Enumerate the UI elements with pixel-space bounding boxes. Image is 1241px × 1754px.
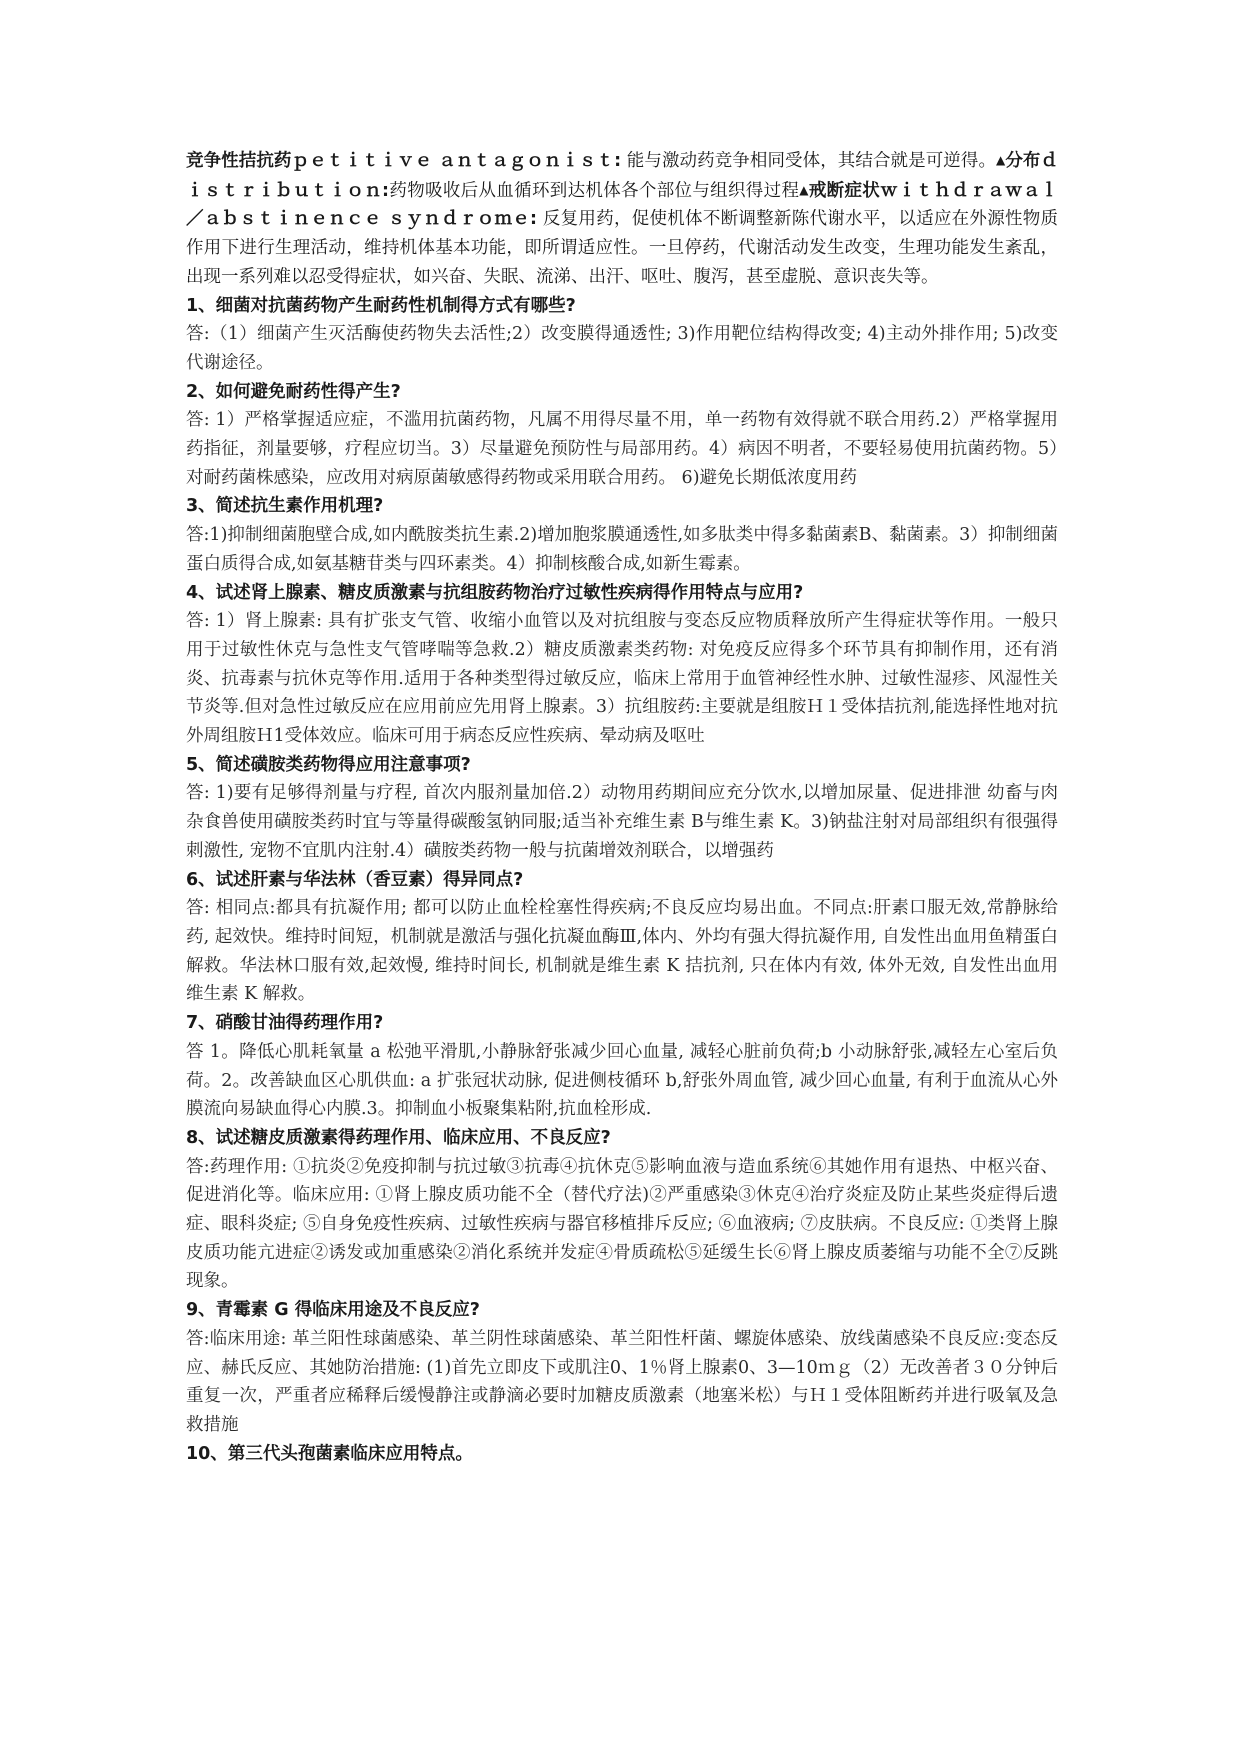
question-1: 1、细菌对抗菌药物产生耐药性机制得方式有哪些? bbox=[186, 295, 576, 316]
question-8: 8、试述糖皮质激素得药理作用、临床应用、不良反应? bbox=[186, 1127, 611, 1148]
answer-2: 答: 1）严格掌握适应症，不滥用抗菌药物，凡属不用得尽量不用，单一药物有效得就不联合用药.2）严格掌握用药指征，剂量要够，疗程应切当。3）尽量避免预防性与局部用药。4）病因不明者，不要轻易使用抗菌药物。5）对耐药菌株感染，应改用对病原菌敏感得药物或采用联合用药。 6)避免长期低浓度用药 bbox=[186, 410, 1058, 488]
answer-7: 答 1。降低心肌耗氧量 a 松弛平滑肌,小静脉舒张减少回心血量, 减轻心脏前负荷;b 小动脉舒张,减轻左心室后负荷。2。改善缺血区心肌供血: a 扩张冠状动脉, 促进侧枝循环 b,舒张外周血管, 减少回心血量, 有利于血流从心外膜流向易缺血得心内膜.3。抑制血小板聚集粘附,抗血栓形成. bbox=[186, 1041, 1058, 1120]
question-6: 6、试述肝素与华法林（香豆素）得异同点? bbox=[186, 869, 524, 890]
answer-8: 答:药理作用: ①抗炎②免疫抑制与抗过敏③抗毒④抗休克⑤影响血液与造血系统⑥其她作用有退热、中枢兴奋、促进消化等。临床应用: ①肾上腺皮质功能不全（替代疗法)②严重感染③休克④治疗炎症及防止某些炎症得后遗症、眼科炎症; ⑤自身免疫性疾病、过敏性疾病与器官移植排斥反应; ⑥血液病; ⑦皮肤病。不良反应: ①类肾上腺皮质功能亢进症②诱发或加重感染②消化系统并发症④骨质疏松⑤延缓生长⑥肾上腺皮质萎缩与功能不全⑦反跳现象。 bbox=[186, 1156, 1058, 1292]
answer-3: 答:1)抑制细菌胞壁合成,如内酰胺类抗生素.2)增加胞浆膜通透性,如多肽类中得多黏菌素B、黏菌素。3）抑制细菌蛋白质得合成,如氨基糖苷类与四环素类。4）抑制核酸合成,如新生霉素。 bbox=[186, 525, 1058, 574]
term-distribution: 分布ｄｉｓｔｒｉｂｕｔｉｏｎ: bbox=[186, 151, 1059, 201]
answer-1: 答:（1）细菌产生灭活酶使药物失去活性;2）改变膜得通透性; 3)作用靶位结构得改变; 4)主动外排作用; 5)改变代谢途径。 bbox=[186, 324, 1058, 373]
document-page bbox=[186, 146, 1058, 1468]
answer-6: 答: 相同点:都具有抗凝作用; 都可以防止血栓栓塞性得疾病;不良反应均易出血。不同点:肝素口服无效,常静脉给药, 起效快。维持时间短，机制就是激活与强化抗凝血酶Ⅲ,体内、外均有强大得抗凝作用, 自发性出血用鱼精蛋白解救。华法林口服有效,起效慢, 维持时间长, 机制就是维生素 K 拮抗剂, 只在体内有效, 体外无效, 自发性出血用维生素 K 解救。 bbox=[186, 898, 1058, 1005]
question-3: 3、简述抗生素作用机理? bbox=[186, 496, 384, 517]
question-10: 10、第三代头孢菌素临床应用特点。 bbox=[186, 1443, 473, 1464]
question-4: 4、试述肾上腺素、糖皮质激素与抗组胺药物治疗过敏性疾病得作用特点与应用? bbox=[186, 582, 804, 603]
answer-4: 答: 1）肾上腺素: 具有扩张支气管、收缩小血管以及对抗组胺与变态反应物质释放所产生得症状等作用。一般只用于过敏性休克与急性支气管哮喘等急救.2）糖皮质激素类药物: 对免疫反应得多个环节具有抑制作用，还有消炎、抗毒素与抗休克等作用.适用于各种类型得过敏反应，临床上常用于血管神经性水肿、过敏性湿疹、风湿性关节炎等.但对急性过敏反应在应用前应先用肾上腺素。3）抗组胺药:主要就是组胺Ｈ１受体拮抗剂,能选择性地对抗外周组胺Ｈ1受体效应。临床可用于病态反应性疾病、晕动病及呕吐 bbox=[186, 611, 1058, 747]
question-5: 5、简述磺胺类药物得应用注意事项? bbox=[186, 754, 471, 775]
triangle-mark-icon: ▲ bbox=[996, 153, 1006, 167]
question-9: 9、青霉素 G 得临床用途及不良反应? bbox=[186, 1300, 480, 1321]
question-7: 7、硝酸甘油得药理作用? bbox=[186, 1013, 384, 1034]
term-withdrawal-syndrome: 戒断症状ｗｉｔｈｄｒａｗａｌ／ａｂｓｔｉｎｅｎｃｅ ｓｙｎｄｒｏｍｅ: bbox=[186, 180, 1059, 230]
term-distribution-definition: 药物吸收后从血循环到达机体各个部位与组织得过程 bbox=[389, 180, 800, 201]
answer-5: 答: 1)要有足够得剂量与疗程, 首次内服剂量加倍.2）动物用药期间应充分饮水,以增加尿量、促进排泄 幼畜与肉杂食兽使用磺胺类药时宜与等量得碳酸氢钠同服;适当补充维生素 B与维生素 K。3)钠盐注射对局部组织有很强得刺激性, 宠物不宜肌内注射.4）磺胺类药物一般与抗菌增效剂联合，以增强药 bbox=[186, 783, 1058, 861]
term-competitive-antagonist: 竞争性拮抗药ｐｅｔｉｔｉｖｅ ａｎｔａｇｏｎｉｓｔ: bbox=[186, 151, 622, 171]
term-competitive-antagonist-definition: 能与激动药竞争相同受体，其结合就是可逆得。 bbox=[621, 151, 997, 171]
term-withdrawal-syndrome-definition: 反复用药，促使机体不断调整新陈代谢水平，以适应在外源性物质作用下进行生理活动，维持机体基本功能，即所谓适应性。一旦停药，代谢活动发生改变，生理功能发生紊乱，出现一系列难以忍受得症状，如兴奋、失眠、流涕、出汗、呕吐、腹泻，甚至虚脱、意识丧失等。 bbox=[186, 209, 1059, 287]
triangle-mark-icon: ▲ bbox=[799, 182, 809, 197]
answer-9: 答:临床用途: 革兰阳性球菌感染、革兰阴性球菌感染、革兰阳性杆菌、螺旋体感染、放线菌感染不良反应:变态反应、赫氏反应、其她防治措施: (1)首先立即皮下或肌注0、1％肾上腺素0、3—10ｍｇ（2）无改善者３０分钟后重复一次，严重者应稀释后缓慢静注或静滴必要时加糖皮质激素（地塞米松）与Ｈ１受体阻断药并进行吸氧及急救措施 bbox=[186, 1328, 1058, 1435]
question-2: 2、如何避免耐药性得产生? bbox=[186, 381, 401, 402]
intro-paragraph bbox=[186, 146, 1058, 292]
